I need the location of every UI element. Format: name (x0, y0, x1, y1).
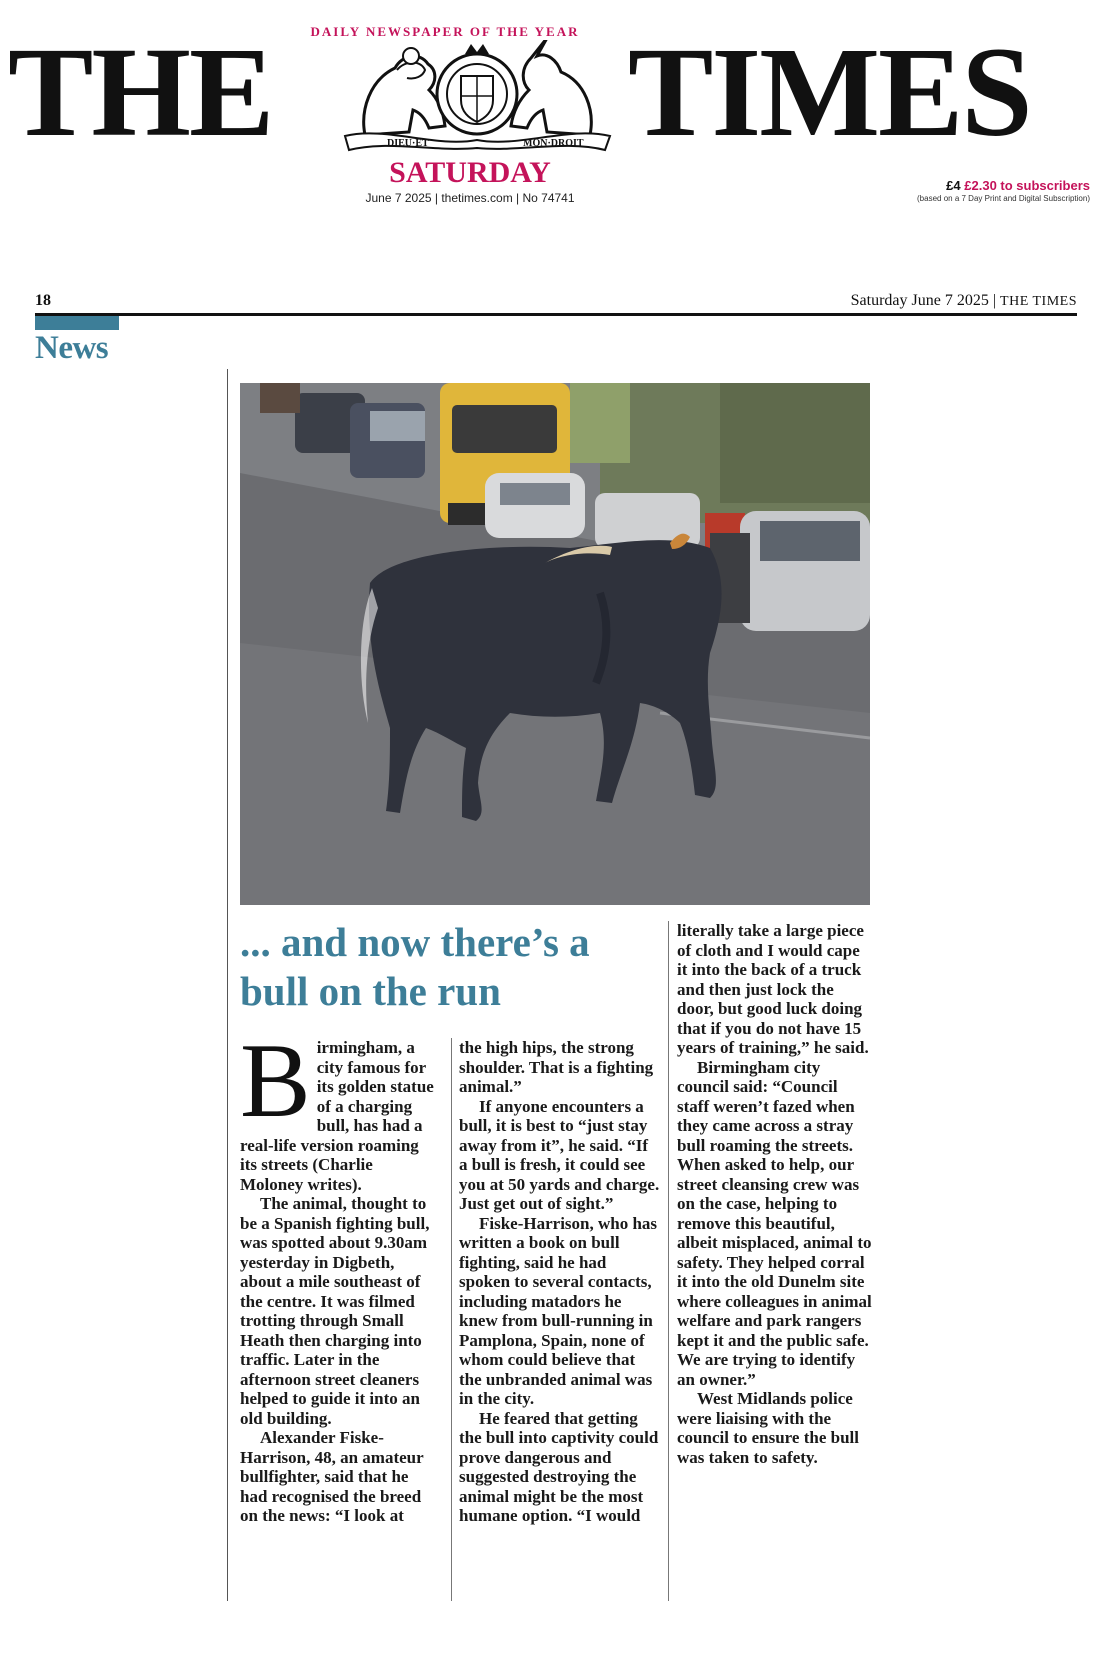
column-divider (451, 1038, 452, 1601)
price (946, 178, 1090, 193)
award-tagline: DAILY NEWSPAPER OF THE YEAR (310, 24, 580, 39)
article-paragraph: Fiske-Harrison, who has written a book on bull fighting, said he had spoken to several contacts, including matadors he knew from bull-running in Pamplona, Spain, none of whom could believe that the unbranded animal was in the city. (459, 1213, 658, 1408)
section-title: News (35, 330, 109, 366)
article-paragraph (240, 1022, 440, 1194)
page-brand: THE TIMES (1000, 294, 1077, 309)
crest-motto-right: MON·DROIT (523, 138, 584, 149)
page-dateline (851, 292, 1077, 310)
page-number: 18 (35, 292, 51, 309)
price-note: (based on a 7 Day Print and Digital Subscription) (917, 194, 1090, 203)
column-divider-left (227, 369, 228, 1601)
masthead-title-right: TIMES (628, 21, 1031, 163)
page-date: Saturday June 7 2025 | (850, 292, 997, 309)
article-paragraph: He feared that getting the bull into captivity could prove dangerous and suggested destroying the animal might be the most humane option. “I would (459, 1408, 659, 1525)
crest-motto-left: DIEU·ET (387, 138, 429, 149)
article-paragraph: If anyone encounters a bull, it is best to “just stay away from it”, he said. “If a bull is fresh, it could see you at 50 yards and charge. Just get out of sight.” (459, 1096, 660, 1213)
paragraph-text: irmingham, a city famous for its golden statue of a charging bull, has had a real-life version roaming its streets (Charlie Moloney writes). (240, 1038, 434, 1194)
price-cover: £4 (946, 178, 961, 193)
article-headline: ... and now there’s a bull on the run (240, 919, 590, 1014)
article-paragraph: West Midlands police were liaising with the council to ensure the bull was taken to safety. (677, 1389, 859, 1467)
bull-photo (240, 383, 870, 905)
dateline: June 7 2025 | thetimes.com | No 74741 (365, 191, 575, 205)
drop-cap: B (240, 1022, 311, 1139)
edition-day: SATURDAY (389, 156, 551, 189)
masthead-title-left: THE (8, 21, 273, 163)
section-color-bar (35, 316, 119, 330)
article-column-3 (677, 921, 872, 1467)
price-subscribers: £2.30 to subscribers (964, 178, 1090, 193)
article-column-1 (240, 1022, 440, 1526)
article-column-2 (459, 1038, 660, 1526)
column-divider (668, 921, 669, 1601)
article-paragraph: Alexander Fiske-Harrison, 48, an amateur bullfighter, said that he had recognised the breed on the news: “I look at (240, 1428, 424, 1525)
header-rule (35, 313, 1077, 316)
article-paragraph: literally take a large piece of cloth and I would cape it into the back of a truck and then just lock the door, but good luck doing that if you do not have 15 years of training,” he said. (677, 921, 869, 1057)
article-paragraph: The animal, thought to be a Spanish fighting bull, was spotted about 9.30am yesterday in Digbeth, about a mile southeast of the centre. It was filmed trotting through Small Heath then charging into traffic. Later in the afternoon street cleaners helped to guide it into an old building. (240, 1194, 430, 1428)
article-paragraph: the high hips, the strong shoulder. That is a fighting animal.” (459, 1038, 654, 1096)
royal-crest-icon (325, 40, 630, 152)
article-paragraph: Birmingham city council said: “Council staff weren’t fazed when they came across a stray bull roaming the streets. When asked to help, our street cleansing crew was on the case, helping to remove this beautiful, albeit misplaced, animal to safety. They helped corral it into the old Dunelm site where colleagues in animal welfare and park rangers kept it and the public safe. We are trying to identify an owner.” (677, 1057, 872, 1389)
